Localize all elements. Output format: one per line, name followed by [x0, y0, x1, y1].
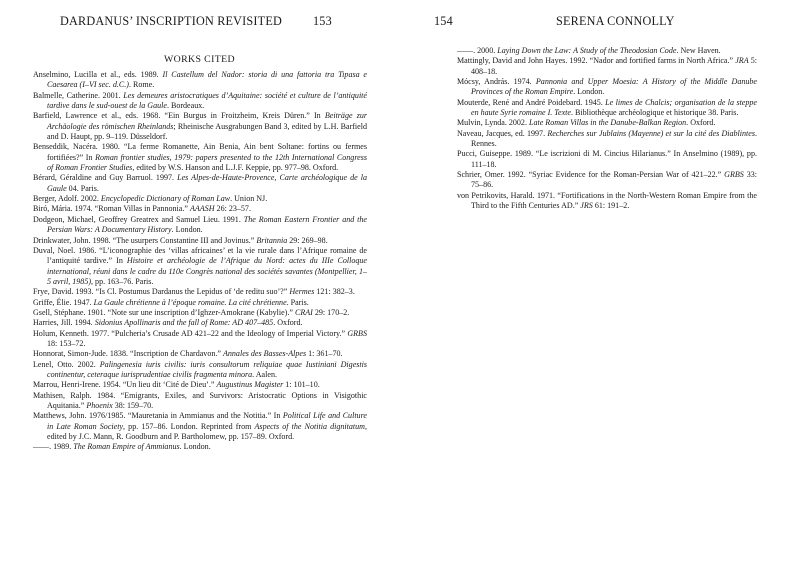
entry-title: Le limes de Chalcis; organisation de la steppe en haute Syrie romaine I. Texte	[471, 97, 757, 118]
entry-text: . Oxford.	[686, 118, 716, 128]
bibliography-entry	[33, 111, 367, 142]
entry-text: . Bordeaux.	[166, 101, 205, 111]
entry-title: La Gaule chrétienne à l’époque romaine. La cité chrétienne	[93, 297, 287, 307]
entry-text: ——. 2000.	[457, 46, 498, 55]
bibliography-entry	[457, 118, 757, 128]
page-number: 154	[434, 14, 453, 28]
entry-text: Dodgeon, Michael, Geoffrey Greatrex and Samuel Lieu. 1991.	[33, 214, 244, 224]
entry-text: Gsell, Stéphane. 1901. “Note sur une inscription d’Ighzer-Amokrane (Kabylie).”	[33, 307, 295, 317]
entry-text: , pp. 157–86. London. Reprinted from	[123, 421, 255, 431]
entry-text: Marrou, Henri-Irene. 1954. “Un lieu dit ‘Cité de Dieu’.”	[33, 380, 217, 390]
bibliography-entry	[33, 70, 367, 91]
section-heading: WORKS CITED	[163, 54, 236, 65]
bibliography-entry	[33, 142, 367, 173]
running-head: SERENA CONNOLLY	[556, 14, 675, 28]
bibliography-entry	[33, 287, 367, 297]
entry-text: Mattingly, David and John Hayes. 1992. “Nador and fortified farms in North Africa.”	[457, 56, 736, 66]
entry-title: GRBS	[724, 170, 744, 180]
entry-text: , edited by J.C. Mann, R. Goodburn and P. Bartholomew, pp. 157–89. Oxford.	[47, 421, 367, 442]
entry-text: Honnorat, Simon-Jude. 1838. “Inscription de Chardavon.”	[33, 349, 223, 359]
entry-title: Sidonius Apollinaris and the fall of Rome: AD 407–485	[94, 318, 274, 328]
entry-text: ; Rheinische Ausgrabungen Band 3, edited by L.H. Barfield and D. Haupt, pp. 9–119. Düsseldorf.	[47, 121, 367, 142]
entry-text: Balmelle, Catherine. 2001.	[33, 90, 124, 100]
entry-text: Barfield, Lawrence et al., eds. 1968. “Ein Burgus in Froitzheim, Kreis Düren.” In	[33, 111, 325, 121]
entry-title: The Roman Empire of Ammianus	[73, 442, 180, 452]
entry-text: 121: 382–3.	[314, 287, 355, 297]
entry-text: 1: 361–70.	[306, 349, 343, 359]
entry-text: 29: 269–98.	[287, 235, 328, 245]
bibliography-entry	[457, 46, 757, 56]
entry-text: . London.	[179, 442, 211, 452]
entry-text: Mulvin, Lynda. 2002.	[457, 118, 529, 128]
bibliography-entry	[33, 236, 367, 246]
bibliography-entry	[457, 191, 757, 212]
entry-text: Bérard, Géraldine and Guy Barruol. 1997.	[33, 173, 178, 183]
bibliography-entry	[33, 442, 367, 452]
running-head: DARDANUS’ INSCRIPTION REVISITED	[60, 14, 282, 28]
bibliography-entry	[33, 318, 367, 328]
entry-text: von Petrikovits, Harald. 1971. “Fortifications in the North-Western Roman Empire from the Third to the Fifth Centuries AD.”	[457, 190, 757, 211]
entry-title: Palingenesia iuris civilis: iuris consultorum reliquiae quae Iustiniani Digestis continentur, ceteraque iurisprudentiae civilis fragmenta minora	[47, 359, 367, 379]
entry-text: 33: 75–86.	[471, 170, 757, 190]
bibliography-list	[457, 46, 757, 212]
entry-text: Lenel, Otto. 2002.	[33, 359, 100, 369]
right-page	[400, 0, 799, 566]
entry-text: , edited by W.S. Hanson and L.J.F. Keppie, pp. 977–98. Oxford.	[132, 163, 339, 173]
entry-title: Phoenix	[86, 401, 113, 410]
entry-title: Annales des Basses-Alpes	[222, 349, 307, 359]
bibliography-entry	[33, 173, 367, 194]
entry-text: Anselmino, Lucilla et al., eds. 1989.	[33, 70, 163, 79]
bibliography-entry	[33, 411, 367, 442]
entry-text: ——. 1989.	[33, 442, 74, 452]
entry-text: . Rome.	[128, 80, 155, 90]
entry-title: Pannonia and Upper Moesia: A History of the Middle Danube Provinces of the Roman Empire	[471, 77, 757, 97]
entry-text: . Paris.	[286, 297, 309, 307]
entry-text: Mathisen, Ralph. 1984. “Emigrants, Exiles, and Survivors: Aristocratic Options in Visigothic Aquitania.”	[33, 390, 367, 410]
entry-text: Berger, Adolf. 2002.	[33, 194, 101, 204]
entry-title: Aspects of the Notitia dignitatum	[254, 421, 365, 431]
entry-text: 26: 23–57.	[214, 204, 251, 214]
entry-text: Frye, David. 1993. “Is Cl. Postumus Dardanus the Lepidus of ‘de reditu suo’?”	[33, 287, 290, 297]
entry-text: . Bibliothèque archéologique et historique 38. Paris.	[570, 108, 739, 118]
entry-title: Britannia	[256, 235, 288, 245]
entry-title: Late Roman Villas in the Danube-Balkan Region	[528, 118, 687, 128]
entry-text: Mócsy, András. 1974.	[457, 77, 536, 87]
bibliography-entry	[457, 56, 757, 77]
entry-text: Holum, Kenneth. 1977. “Pulcheria’s Crusade AD 421–22 and the Ideology of Imperial Victory.”	[33, 328, 348, 338]
entry-title: Encyclopedic Dictionary of Roman Law	[100, 194, 231, 204]
entry-title: JRA	[735, 56, 749, 66]
entry-title: JRS	[580, 201, 593, 211]
entry-title: Les demeures aristocratiques d’Aquitaine: société et culture de l’antiquité tardive dans le sud-ouest de la Gaule	[47, 90, 367, 111]
bibliography-entry	[457, 149, 757, 170]
entry-text: Drinkwater, John. 1998. “The usurpers Constantine III and Jovinus.”	[33, 235, 257, 245]
bibliography-entry	[33, 380, 367, 390]
entry-text: 18: 153–72.	[47, 338, 86, 348]
entry-title: Laying Down the Law: A Study of the Theodosian Code	[497, 46, 677, 55]
bibliography-entry	[33, 215, 367, 236]
bibliography-entry	[33, 391, 367, 412]
entry-title: GRBS	[347, 328, 367, 338]
entry-title: Les Alpes-de-Haute-Provence, Carte archéologique de la Gaule	[47, 173, 367, 193]
entry-title: AAASH	[189, 204, 215, 214]
entry-text: . Aalen.	[252, 369, 277, 379]
entry-text: Biró, Mária. 1974. “Roman Villas in Pannonia.”	[33, 204, 190, 214]
entry-text: . Oxford.	[273, 318, 303, 328]
bibliography-entry	[33, 308, 367, 318]
entry-title: Roman frontier studies, 1979: papers presented to the 12th International Congress of Roman Frontier Studies	[47, 152, 367, 173]
entry-text: 29: 170–2.	[312, 307, 350, 317]
bibliography-entry	[457, 129, 757, 150]
entry-title: Il Castellum del Nador: storia di una fattoria tra Tipasa e Caesarea (I–VI sec. d.C.)	[47, 70, 368, 90]
bibliography-entry	[33, 298, 367, 308]
entry-text: . New Haven.	[676, 46, 721, 55]
bibliography-entry	[33, 360, 367, 381]
bibliography-entry	[33, 246, 367, 287]
entry-text: Mouterde, René and André Poidebard. 1945.	[457, 97, 606, 107]
entry-text: . London.	[573, 87, 605, 97]
entry-text: . Rennes.	[471, 128, 757, 149]
page-number: 153	[313, 14, 332, 28]
bibliography-entry	[33, 349, 367, 359]
entry-title: CRAI	[294, 307, 313, 317]
entry-title: Histoire et archéologie de l’Afrique du Nord: actes du IIIe Colloque international, réuni dans le cadre du 110e Congrès national des sociétés savantes (Montpellier, 1–5 avril, 1985)	[47, 256, 367, 286]
entry-title: The Roman Eastern Frontier and the Persian Wars: A Documentary History	[47, 214, 367, 235]
entry-text: 5: 408–18.	[471, 56, 757, 76]
entry-text: 61: 191–2.	[592, 201, 630, 211]
entry-text: Harries, Jill. 1994.	[33, 318, 95, 328]
entry-text: 38: 159–70.	[112, 401, 154, 410]
entry-text: , pp. 163–76. Paris.	[91, 276, 154, 286]
entry-text: . Union NJ.	[230, 194, 268, 204]
bibliography-entry	[457, 98, 757, 119]
bibliography-list	[33, 70, 367, 453]
entry-text: Benseddik, Nacéra. 1980. “La ferme Romanette, Ain Benia, Ain bent Soltane: fortins ou fermes fortifiées?” In	[33, 142, 367, 162]
bibliography-entry	[457, 170, 757, 191]
entry-text: 1: 101–10.	[283, 380, 320, 390]
entry-title: Beiträge zur Archäologie des römischen Rheinlands	[47, 111, 367, 131]
entry-text: Pucci, Guiseppe. 1989. “Le iscrizioni di M. Cincius Hilarianus.” In Anselmino (1989), pp. 111–18.	[457, 149, 757, 169]
entry-text: Griffe, Élie. 1947.	[33, 297, 94, 307]
entry-title: Recherches sur Jublains (Mayenne) et sur la cité des Diablintes	[547, 128, 755, 138]
entry-title: Political Life and Culture in Late Roman Society	[47, 411, 367, 431]
bibliography-entry	[33, 194, 367, 204]
entry-text: Duval, Noel. 1986. “L’iconographie des ‘villas africaines’ et la vie rurale dans l’Afrique romaine de l’antiquité tardive.” In	[33, 245, 367, 266]
entry-title: Augustinus Magister	[216, 380, 284, 390]
entry-text: Matthews, John. 1976/1985. “Mauretania in Ammianus and the Notitia.” In	[33, 411, 283, 421]
entry-text: Naveau, Jacques, ed. 1997.	[457, 128, 548, 138]
bibliography-entry	[457, 77, 757, 98]
entry-text: Schrier, Omer. 1992. “Syriac Evidence for the Roman-Persian War of 421–22.”	[457, 170, 725, 180]
left-page	[0, 0, 399, 566]
bibliography-entry	[33, 329, 367, 350]
entry-title: Hermes	[289, 287, 315, 297]
bibliography-entry	[33, 91, 367, 112]
bibliography-entry	[33, 204, 367, 214]
entry-text: . London.	[171, 225, 203, 235]
entry-text: 04. Paris.	[66, 183, 99, 193]
